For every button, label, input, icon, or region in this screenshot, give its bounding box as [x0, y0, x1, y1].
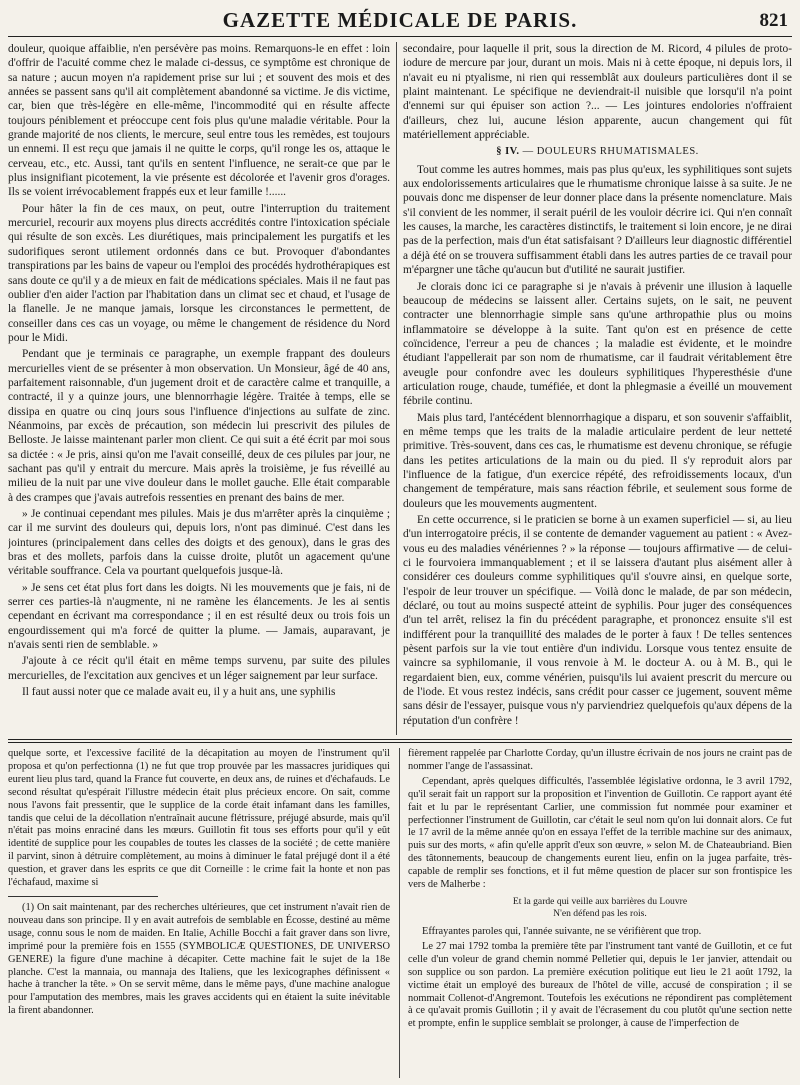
paragraph: Pendant que je terminais ce paragraphe, un exemple frappant des douleurs mercurielles vient de se présenter à mon observation. Un Monsieur, âgé de 40 ans, parfaitement raisonnable, d'un jugement droit et de caractère calme et tranquille, a contracté, il y a quinze jours, une blennorrhagie légère. Traitée à temps, elle se dissipa en quatre ou cinq jours sous l'influence d'injections au sulfate de zinc. Néanmoins, par excès de précaution, son médecin lui prescrivit des pilules de Belloste. Je laisse maintenant parler mon client. Ce qui suit a été écrit par moi sous sa dictée : « Je pris, ainsi qu'on me l'avait conseillé, deux de ces pilules par jour, ne sachant pas qu'il y entrait du mercure. Mais après la troisième, je fus réveillé au milieu de la nuit par une vive douleur dans le mollet gauche. Elle était comparable à des crampes que j'avais autrefois ressenties en prenant des bains de mer. — [8, 348, 390, 504]
paragraph: J'ajoute à ce récit qu'il était en même temps survenu, par suite des pilules mercurielles, de l'excitation aux gencives et un léger saignement par leur surface. — [8, 655, 390, 682]
paragraph: Il faut aussi noter que ce malade avait eu, il y a huit ans, une syphilis — [22, 686, 336, 699]
feuilleton-rule — [8, 739, 792, 740]
paragraph: secondaire, pour laquelle il prit, sous la direction de M. Ricord, 4 pilules de proto-iodure de mercure par jour, durant un mois. Mais ni à cette époque, ni depuis lors, il n'avait eu ni ptyalisme, ni rien qui ressemblât aux douleurs particulières dont il se plaint maintenant. Le spécifique ne deviendrait-il nuisible que lorsqu'il n'a point d'ennemi sur qui épuiser son action ?... — Les jointures endolories n'offraient d'ailleurs, chez lui, aucune lésion apparente, aucun changement qui fût matériellement appréciable. — [403, 43, 792, 142]
section-title: — DOULEURS RHUMATISMALES. — [522, 146, 699, 158]
feuilleton-divider — [399, 748, 400, 1078]
page-number: 821 — [759, 10, 788, 31]
footnote-rule — [8, 896, 158, 897]
paragraph: » Je sens cet état plus fort dans les doigts. Ni les mouvements que je fais, ni de serrer ces parties-là n'augmente, ni ne ramène les élancements. Je les ai sentis cependant en écrivant ma correspondance ; il en est résulté deux ou trois fois un engourdissement qui m'a forcé de quitter la plume. — Jamais, auparavant, je n'avais senti rien de semblable. » — [8, 581, 390, 652]
paragraph: Effrayantes paroles qui, l'année suivante, ne se vérifièrent que trop. — [422, 925, 702, 937]
paragraph: » Je continuai cependant mes pilules. Mais je dus m'arrêter après la cinquième ; car il me survint des douleurs qui, depuis lors, n'ont pas diminué. C'est dans les jointures (principalement dans celles des doigts et des genoux), dans le gras des bras et des mollets, parfois dans la cuisse droite, plutôt un agacement qu'une véritable souffrance. Cela va pourtant quelquefois jusque-là. — [8, 508, 390, 578]
footnote-text: (1) On sait maintenant, par des recherches ultérieures, que cet instrument n'avait rien de nouveau dans son principe. Il y en avait autrefois de semblable en Écosse, destiné au même usage, connu sous le nom de maiden. En Italie, Achille Bocchi a fait graver dans son livre, imprimé pour la première fois en 1555 (SYMBOLICÆ QUESTIONES, DE UNIVERSO GENERE) la figure d'une machine à décapiter. Cette machine fait le sujet de la 18e planche. C'est la mannaia, ou mannaja des Italiens, que les lexicographes définissent « hache à trancher la tête. » On se servit même, dans le même pays, d'une machine analogue pour l'amputation des membres, mais les graves accidents qui en étaient la suite inévitable la firent abandonner. — [8, 901, 390, 1017]
paragraph: Le 27 mai 1792 tomba la première tête par l'instrument tant vanté de Guillotin, et ce fut celle d'un voleur de grand chemin nommé Pelletier qui, depuis le 1er janvier, attendait ou son supplice ou son pardon. La première exécution politique eut lieu le 21 août 1792, la victime était un employé des bureaux de l'hôtel de ville, accusé de conspiration ; il se nommait Collenot-d'Angremont. Toutefois les exécutions ne répondirent pas complètement à ce qu'avait promis Guillotin ; il y avait de l'écrasement du cou plutôt qu'une section nette et prompte, enfin le supplice semblait se prolonger, à cause de l'imperfection de — [408, 940, 792, 1030]
verse-line: N'en défend pas les rois. — [553, 907, 647, 919]
right-column — [403, 42, 792, 735]
feuilleton-right-column — [408, 748, 792, 1080]
column-divider — [396, 42, 397, 735]
feuilleton-rule-double — [8, 742, 792, 743]
paragraph: fièrement rappelée par Charlotte Corday, qu'un illustre écrivain de nos jours ne craint pas de nommer l'ange de l'assassinat. — [408, 748, 792, 772]
feuilleton-left-column — [8, 748, 390, 1080]
paragraph: quelque sorte, et l'excessive facilité de la décapitation au moyen de l'instrument qu'il proposa et qu'on perfectionna (1) ne fut que trop prouvée par les massacres juridiques qui eurent lieu plus tard, quand la France fut couverte, en deux ans, de ruines et d'échafauds. Le second résultat qu'espérait l'illustre médecin était plus précieux encore. On sait, comme nous l'avons fait pressentir, que le supplice de la corde était infamant dans les familles, tandis que celui de la décollation n'entraînait aucune flétrissure, préjugé absurde, mais qu'il n'était pas moins enraciné dans les mœurs. Guillotin fit tous ses efforts pour qu'il y eût identité de supplice pour les coupables de toutes les classes de la société ; de cette manière il parvint, sinon à détruire complètement, au moins à diminuer le fatal préjugé dont il a été question, et graver dans les esprits ce que dit Corneille : le crime fait la honte et non pas l'échafaud, maxime si — [8, 748, 390, 889]
left-column — [8, 42, 390, 735]
footnote — [8, 902, 390, 1018]
paragraph: douleur, quoique affaiblie, n'en persévère pas moins. Remarquons-le en effet : loin d'offrir de l'acuité comme chez le malade ci-dessus, ce symptôme est chronique de sa nature ; aucun moyen n'a rapidement prise sur lui ; et souvent des mois et des années se passent sans qu'il ait complètement abandonné sa victime. Je dis victime, car, bien que très-légère en elle-même, l'incommodité qui en résulte affecte toujours péniblement et préoccupe cent fois plus qu'une maladie véritable. Pour la grande majorité de nos clients, le mercure, seul entre tous les remèdes, est toujours un ennemi. Il est reçu que jamais il ne quitte le corps, qu'il ronge les os, attaque le cerveau, etc., etc. Aussi, tant qu'ils en sentent l'influence, ne serait-ce que par le plus insignifiant picotement, la vie présente est décolorée et l'avenir gros d'orages. Ils se voient irrévocablement frappés eux et leur famille !...... — [8, 43, 390, 199]
paragraph: Mais plus tard, l'antécédent blennorrhagique a disparu, et son souvenir s'affaiblit, en même temps que les traits de la maladie articulaire perdent de leur netteté primitive. Très-souvent, dans ces cas, le rhumatisme est devenu chronique, se réfugie dans les petites articulations de la main ou du pied. Il s'y reproduit alors par l'influence de la fatigue, d'un exercice répété, des refroidissements locaux, d'un changement de température, mais sans réaction fébrile, et seulement sous forme de douleurs que les mouvements augmentent. — [403, 411, 792, 510]
verse-quote — [408, 896, 792, 920]
paragraph: Je clorais donc ici ce paragraphe si je n'avais à prévenir une illusion à laquelle beaucoup de médecins se laissent aller. Certains sujets, on le sait, ne peuvent contracter une blennorrhagie simple sans qu'une arthropathie plus ou moins inflammatoire se développe à la suite. Tant qu'on est en présence de cette coïncidence, l'erreur a peu de chances ; la maladie est évidente, et le moindre étudiant l'appellerait par son nom de rhumatisme, car il faudrait véritablement être aveugle pour confondre avec les douleurs syphilitiques l'hyperesthésie d'une articulation rouge, chaude, tuméfiée, et dont la phlegmasie a éveillé un mouvement fébrile continu. — [403, 280, 792, 408]
journal-title: GAZETTE MÉDICALE DE PARIS. — [222, 8, 578, 32]
paragraph: Tout comme les autres hommes, mais pas plus qu'eux, les syphilitiques sont sujets aux endolorissements articulaires que le rhumatisme chronique laisse à sa suite. Je ne pouvais donc me dispenser de leur donner place dans la présente nomenclature. Mais s'il convient de les nommer, il serait puéril de les vouloir décrire ici. Qui n'en connaît les causes, la marche, les caractères distinctifs, le traitement si loin encore, je ne dirai pas de la perfection, mais d'un état satisfaisant ? D'ailleurs leur diagnostic différentiel a déjà été on se trouvera suffisamment établi dans les autres parties de ce travail pour m'épargner une tâche qu'aucun but d'utilité ne saurait justifier. — [403, 163, 792, 277]
paragraph: En cette occurrence, si le praticien se borne à un examen superficiel — si, au lieu d'un interrogatoire précis, il se contente de demander vaguement au patient : « Avez-vous eu des maladies vénériennes ? » la réponse — toujours affirmative — de celui-ci le fourvoiera immanquablement ; et il se laissera d'autant plus aisément aller à considérer ces douleurs comme syphilitiques qu'il s'ouvre ainsi, en quelque sorte, l'espoir de leur trouver un spécifique. — Voilà donc le malade, de par son médecin, déclaré, ou tout au moins suspecté atteint de syphilis. Pour juger des conséquences d'un tel arrêt, relisez la fin du précédent paragraphe, et prononcez ensuite s'il est indifférent pour la tranquillité des malades de le porter à faux ! De telles sentences pèsent parfois sur la vie tout entière d'un individu. Lorsque vous tentez ensuite de vaincre sa syphilomanie, il vous renvoie à M. le docteur A. ou à M. B., qui le regardaient bien, eux, comme vénérien, puisqu'ils lui avaient prescrit du mercure ou de l'iode. Et vous restez indécis, sans crédit pour casser ce jugement, souvent même sans désir de l'essayer, puisque vous n'y parviendriez quelquefois qu'aux dépens de la réputation d'un confrère ! — [403, 514, 792, 727]
header-rule — [8, 36, 792, 37]
section-heading — [403, 145, 792, 159]
paragraph: Cependant, après quelques difficultés, l'assemblée législative ordonna, le 3 avril 1792, qu'il serait fait un rapport sur la proposition et l'invention de Guillotin. Ce rapport ayant été fait et lu par le représentant Carlier, une commission fut nommée pour examiner et perfectionner l'instrument de Guillotin, car c'était le seul nom qu'on lui donnait alors. Ce fut le 17 avril de la même année qu'on en essaya l'effet de la terrible machine sur des animaux, puis sur des morts, « afin qu'elle apprît d'eux son œuvre, » selon M. de Chateaubriand. Bien des tâtonnements, beaucoup de changements eurent lieu, enfin on la jugea parfaite, très-capable de remplir ses fonctions, et il fut même question de placer sur son frontispice les vers de Malherbe : — [408, 775, 792, 891]
page-header — [8, 6, 792, 36]
section-number: § IV. — [496, 146, 520, 158]
verse-line: Et la garde qui veille aux barrières du Louvre — [512, 895, 688, 907]
paragraph: Pour hâter la fin de ces maux, on peut, outre l'interruption du traitement mercuriel, recourir aux moyens plus directs accrédités contre l'intoxication spéciale qui résulte de son excès. Les diurétiques, mais principalement les purgatifs et les sudorifiques seront utilement ordonnés dans ce but. Provoquer d'abondantes transpirations par les bains de vapeur ou l'emploi des procédés hydrothérapiques est sans doute ce qu'il y a de mieux en fait de médications spéciales. Mais il ne faut pas oublier d'en aider l'action par l'habitation dans un climat sec et chaud, et l'usage de la flanelle. Je ne manque jamais, lorsque les circonstances le permettent, de conseiller dans ces cas un voyage, ou même le changement de résidence du Nord pour le Midi. — [8, 202, 390, 344]
